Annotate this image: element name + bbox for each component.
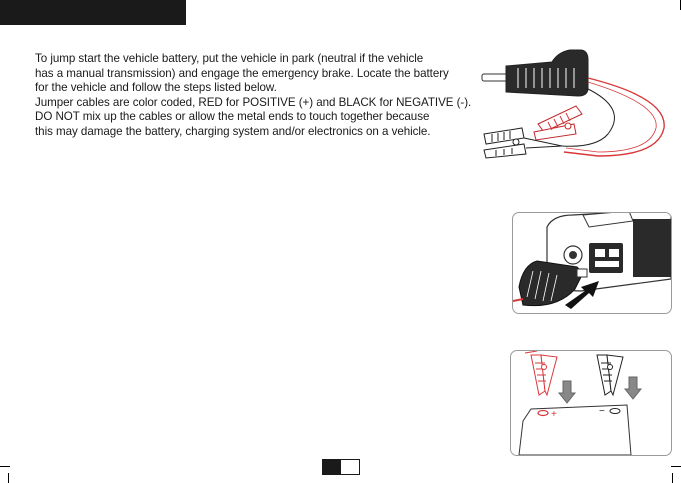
clamps-on-battery-illustration [510, 350, 672, 456]
section-header-bar [0, 0, 186, 25]
intro-line: this may damage the battery, charging system and/or electronics on a vehicle. [35, 124, 431, 138]
intro-line: To jump start the vehicle battery, put the vehicle in park (neutral if the vehicle [35, 52, 424, 65]
black-clamp [597, 355, 623, 395]
crop-mark [8, 473, 9, 483]
red-clamp [534, 106, 582, 140]
intro-line: has a manual transmission) and engage the emergency brake. Locate the battery [35, 66, 449, 80]
crop-mark [671, 466, 681, 467]
intro-line: DO NOT mix up the cables or allow the metal ends to touch together because [35, 110, 430, 124]
crop-mark [672, 473, 673, 483]
plug-into-jump-starter-illustration [512, 212, 672, 314]
intro-line: Jumper cables are color coded, RED for POSITIVE (+) and BLACK for NEGATIVE (-). [35, 95, 472, 109]
intro-line: for the vehicle and follow the steps listed below. [35, 81, 277, 95]
positive-symbol: + [551, 409, 557, 420]
page-tab-dark [323, 460, 341, 474]
page-tab-light [341, 460, 359, 474]
negative-symbol: − [599, 406, 605, 417]
page-number-tab [322, 459, 360, 475]
intro-paragraph [35, 52, 505, 140]
jumper-cables-illustration [478, 48, 678, 166]
red-clamp [525, 351, 557, 395]
crop-mark [0, 466, 10, 467]
